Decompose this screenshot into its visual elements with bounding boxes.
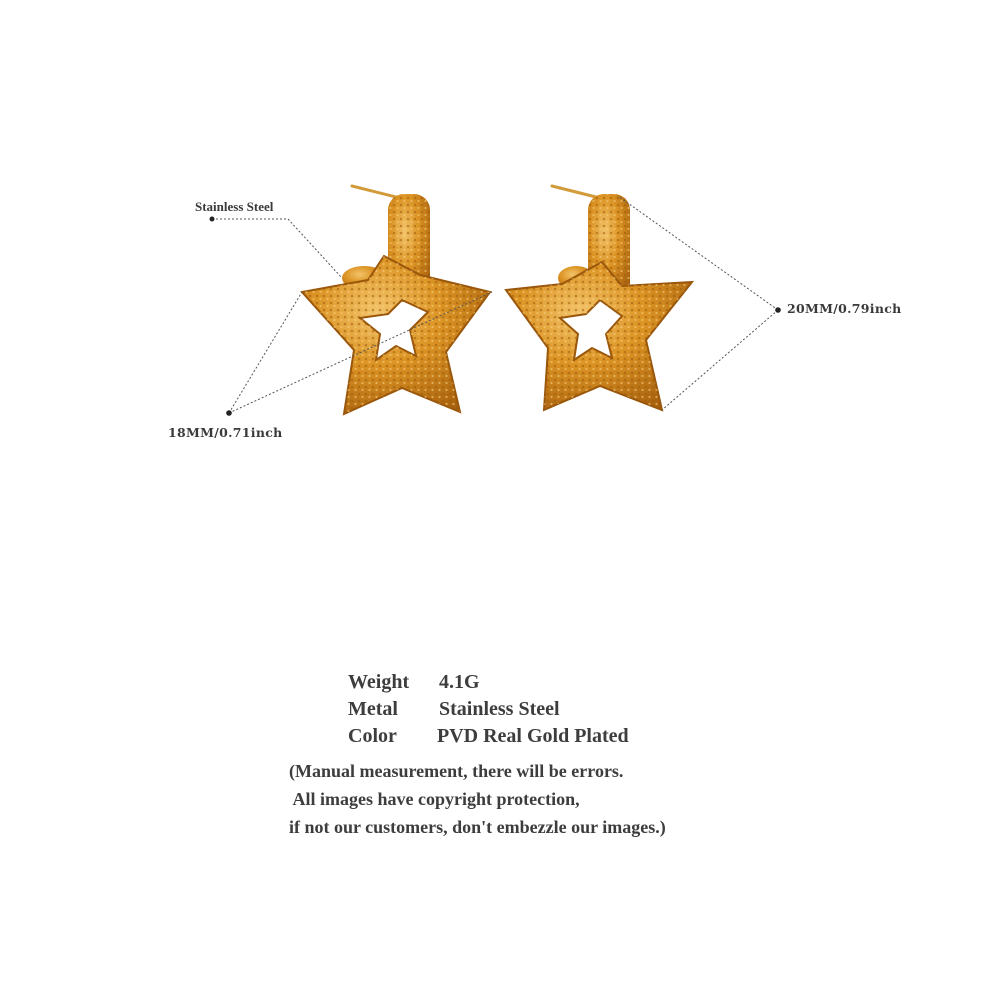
- material-leader-line: [212, 219, 342, 278]
- right-earring-star-texture: [506, 262, 692, 410]
- right-earring-post: [552, 186, 600, 198]
- material-dot: [210, 217, 215, 222]
- material-label: Stainless Steel: [195, 199, 274, 214]
- spec-value: 4.1G: [439, 671, 480, 693]
- spec-key: Metal: [348, 698, 398, 720]
- note-line: (Manual measurement, there will be errors.: [289, 761, 624, 781]
- width-line-left: [229, 292, 302, 413]
- spec-value: Stainless Steel: [439, 698, 560, 720]
- spec-value: PVD Real Gold Plated: [437, 725, 629, 747]
- left-earring-post: [352, 186, 400, 198]
- note-line: if not our customers, don't embezzle our images.): [289, 817, 666, 837]
- height-dot: [775, 307, 781, 313]
- width-label: 18MM/0.71inch: [168, 425, 283, 440]
- right-earring: [506, 186, 692, 410]
- width-dot: [226, 410, 232, 416]
- left-earring: [302, 186, 490, 414]
- spec-key: Weight: [348, 671, 410, 693]
- left-earring-star-texture: [302, 256, 490, 414]
- note-line: All images have copyright protection,: [289, 789, 580, 809]
- height-line-bottom: [662, 310, 778, 410]
- disclaimer-note: [289, 757, 666, 841]
- measurement-lines: [212, 196, 778, 413]
- spec-key: Color: [348, 725, 397, 747]
- height-label: 20MM/0.79inch: [787, 301, 902, 316]
